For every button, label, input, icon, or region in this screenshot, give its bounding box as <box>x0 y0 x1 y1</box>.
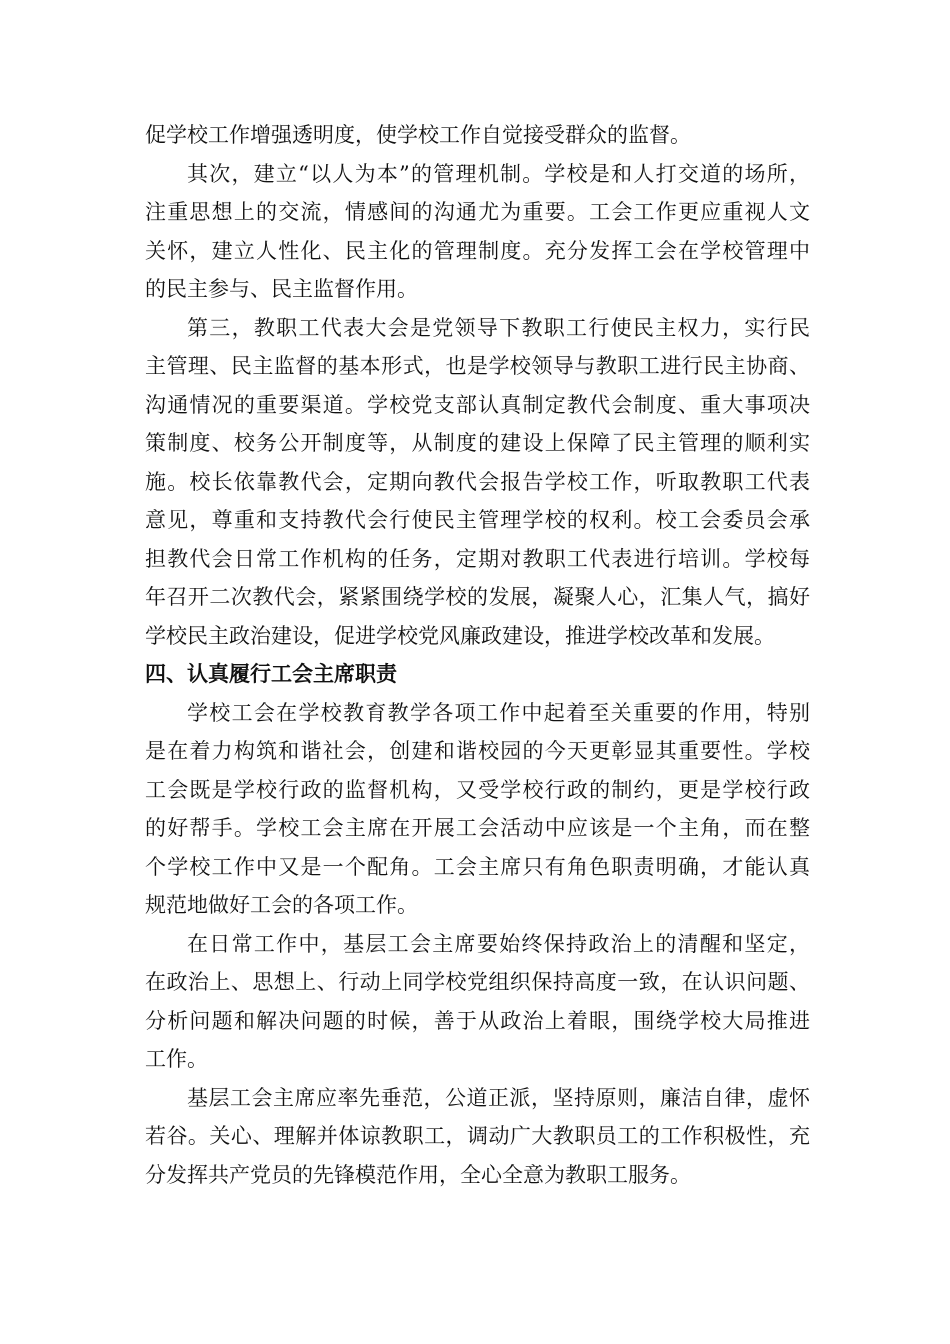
paragraph-line: 是在着力构筑和谐社会，创建和谐校园的今天更彰显其重要性。学校 <box>145 739 810 763</box>
paragraph-line: 其次，建立“以人为本”的管理机制。学校是和人打交道的场所， <box>187 161 810 186</box>
paragraph-line: 策制度、校务公开制度等，从制度的建设上保障了民主管理的顺利实 <box>145 431 810 455</box>
paragraph-line: 工会既是学校行政的监督机构，又受学校行政的制约，更是学校行政 <box>145 777 810 802</box>
paragraph-line: 促学校工作增强透明度，使学校工作自觉接受群众的监督。 <box>145 123 691 147</box>
paragraph-line: 的民主参与、民主监督作用。 <box>145 277 418 301</box>
paragraph-line: 担教代会日常工作机构的任务，定期对教职工代表进行培训。学校每 <box>145 546 810 571</box>
paragraph-line: 主管理、民主监督的基本形式，也是学校领导与教职工进行民主协商、 <box>145 354 810 378</box>
section-heading: 四、认真履行工会主席职责 <box>145 662 397 686</box>
paragraph-line: 分发挥共产党员的先锋模范作用，全心全意为教职工服务。 <box>145 1162 691 1187</box>
paragraph-line: 施。校长依靠教代会，定期向教代会报告学校工作，听取教职工代表 <box>145 469 810 494</box>
paragraph-line: 注重思想上的交流，情感间的沟通尤为重要。工会工作更应重视人文 <box>145 200 810 224</box>
paragraph-line: 第三，教职工代表大会是党领导下教职工行使民主权力，实行民 <box>187 315 810 340</box>
paragraph-line: 工作。 <box>145 1047 208 1071</box>
paragraph-line: 在日常工作中，基层工会主席要始终保持政治上的清醒和坚定， <box>187 931 810 956</box>
paragraph-line: 学校民主政治建设，促进学校党风廉政建设，推进学校改革和发展。 <box>145 623 775 648</box>
paragraph-line: 学校工会在学校教育教学各项工作中起着至关重要的作用，特别 <box>187 700 810 725</box>
paragraph-line: 若谷。关心、理解并体谅教职工，调动广大教职员工的工作积极性，充 <box>145 1124 810 1148</box>
paragraph-line: 个学校工作中又是一个配角。工会主席只有角色职责明确，才能认真 <box>145 854 810 879</box>
paragraph-line: 沟通情况的重要渠道。学校党支部认真制定教代会制度、重大事项决 <box>145 392 810 417</box>
document-body <box>145 116 810 1194</box>
paragraph-line: 规范地做好工会的各项工作。 <box>145 893 418 917</box>
paragraph-line: 年召开二次教代会，紧紧围绕学校的发展，凝聚人心，汇集人气，搞好 <box>145 585 810 609</box>
paragraph-line: 关怀，建立人性化、民主化的管理制度。充分发挥工会在学校管理中 <box>145 238 810 263</box>
paragraph-line: 的好帮手。学校工会主席在开展工会活动中应该是一个主角，而在整 <box>145 816 810 840</box>
paragraph-line: 在政治上、思想上、行动上同学校党组织保持高度一致，在认识问题、 <box>145 970 810 994</box>
paragraph-line: 基层工会主席应率先垂范，公道正派，坚持原则，廉洁自律，虚怀 <box>187 1085 810 1110</box>
paragraph-line: 意见，尊重和支持教代会行使民主管理学校的权利。校工会委员会承 <box>145 508 810 532</box>
paragraph-line: 分析问题和解决问题的时候，善于从政治上着眼，围绕学校大局推进 <box>145 1008 810 1033</box>
